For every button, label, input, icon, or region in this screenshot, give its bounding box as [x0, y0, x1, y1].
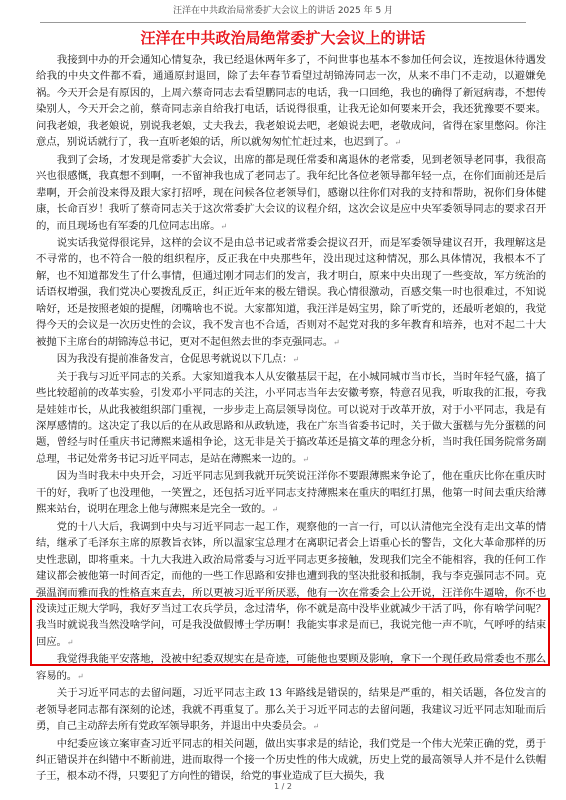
paragraph-mark-icon: ↵	[220, 221, 227, 231]
paragraph-mark-icon: ↵	[292, 355, 299, 365]
paragraph: 因为我没有提前准备发言，仓促思考就说以下几点：↵	[56, 353, 299, 366]
paragraph: 说实话我觉得很诧异，这样的会议不是由总书记或者常委会提议召开，而是军委领导建议召开，我理解这是不寻常的，也不符合一般的组织程序，反正我在中央那些年，没出现过这种情况，那么具体情况，我根本不了解，也不知道都发生了什么事情，但通过刚才同志们的发言，我才明白，原来中央出现了一些变故，军方统治的话语权增强，我们党决心要拨乱反正，纠正近年来的极左错误。我心情很激动，百感交集一时也很难过，不知说啥好，还是按照老娘的提醒，闭嘴啥也不说。大家都知道，我汪洋是妈宝男，除了听党的，还最听老娘的，我觉得今天的会议是一次历史性的会议，我不发言也不合适，否则对不起党对我的多年教育和培养，也对不起二十大被抛下主席台的胡锦涛总书记，更对不起但然去世的李克强同志。↵	[36, 236, 546, 348]
document-body	[36, 52, 546, 785]
paragraph-mark-icon: ↵	[394, 138, 401, 148]
header-divider	[40, 22, 526, 23]
paragraph-mark-icon: ↵	[302, 454, 309, 464]
paragraph-mark-icon: ↵	[312, 722, 320, 732]
paragraph: 我到了会场，才发现是常委扩大会议，出席的都是现任常委和离退休的老常委，见到老领导老同事，我很高兴也很感慨，我真想不到啊，一不留神我也成了老同志了。我年纪比各位老领导都年轻一点，在你们面前还是后辈啊，开会前没来得及跟大家打招呼，现在问候各位老领导们，感谢以往你们对我的支持和帮助，祝你们身体健康，长命百岁！我听了蔡奇同志关于这次常委扩大会议的议程介绍，这次会议是应中央军委领导同志的要求召开的，而且现场也有军委的几位同志出席。↵	[36, 153, 546, 232]
paragraph-mark-icon: ↵	[66, 637, 74, 647]
paragraph-mark-icon: ↵	[271, 505, 279, 515]
page-number: 1 / 2	[274, 782, 292, 791]
paragraph-mark-icon: ↵	[332, 337, 340, 347]
paragraph: 党的十八大后，我调到中央与习近平同志一起工作，观察他的一言一行，可以认清他完全没有走出文革的情结，继承了毛泽东主席的原教旨衣钵，所以温家宝总理才在离职记者会上语重心长的警告，文化大革命那样的历史性悲剧，即将重来。十九大我进入政治局常委与习近平同志更多接触，发现我们完全不能相容，我的任何工作建议都会被他第一时间否定，而他的一些工作思路和安排也遭到我的坚决批驳和抵制，我与李克强同志不同。克强温润而雅而我的性格直来直去，所以更被习近平所厌恶，他有一次在常委会上公开说，汪洋你牛逼啥，你不也没读过正规大学吗，我好歹当过工农兵学员，念过清华，你不就是高中没毕业就减少干活了吗，你有啥学问呢？我当时就说我当然没啥学问，可是我没做假博士学历啊！我能实事求是而已，我说完他一声不吭，气呼呼的结束回应。↵	[36, 520, 546, 648]
paragraph: 我接到中办的开会通知心情复杂，我已经退休两年多了，不问世事也基本不参加任何会议，连按退休待遇发给我的中央文件都不看，通通原封退回，除了去年春节看望过胡锦涛同志一次，从来不串门不走动，以避嫌免祸。今天开会是有原因的，上周六蔡奇同志去看望鹏同志的电话，我一口回绝，我也的确得了新冠病毒，不想传染别人，今天开会之前，蔡奇同志亲自给我打电话，话说得很重，让我无论如何要来开会，我还犹豫要不要来。问我老娘，我老娘说，别说我老娘，丈夫我去，我老娘说去吧，老娘说去吧，老敬成问，省得在家里憋闷。你注意点，别说话就行了，我一直听老娘的话，所以就匆匆忙忙赶过来，也迟到了。↵	[36, 54, 546, 149]
paragraph-mark-icon: ↵	[76, 671, 84, 681]
paragraph: 关于习近平同志的去留问题，习近平同志主政 13 年路线是错误的，结果是严重的，相关话题，各位发言的老领导老同志都有深刻的论述，我就不再重复了。那么关于习近平同志的去留问题，我建议习近平同志知耻而后勇，自己主动辞去所有党政军领导职务，并退出中央委员会。↵	[36, 687, 546, 733]
paragraph: 关于我与习近平同志的关系。大家知道我本人从安徽基层干起，在小城同城市当市长，当时年轻气盛，搞了些比较超前的改革实验，引发邓小平同志的关注，小平同志当年去安徽考察，特意召见我，听取我的汇报，夸我是娃娃市长，从此我被组织部门重视，一步步走上高层领导岗位。可以说对于改革开放，对于小平同志，我是有深厚感情的。这决定了我以后的在从政思路和从政轨迹，我在广东当省委书记时，关于做大蛋糕与先分蛋糕的问题，曾经与时任重庆书记薄熙来遥相争论，这无非是关于搞改革还是搞文革的理念分析，当时我任国务院常务副总理，书记处常务书记习近平同志，是站在薄熙来一边的。↵	[36, 370, 546, 465]
paragraph: 我觉得我能平安落地，没被中纪委双规实在是奇迹，可能他也要顾及影响，拿下一个现任政局常委也不那么容易的。↵	[36, 653, 546, 682]
page-header: 汪洋在中共政治局常委扩大会议上的讲话 2025 年 5 月	[172, 6, 394, 16]
document-title: 汪洋在中共政治局绝常委扩大会议上的讲话	[140, 29, 426, 47]
paragraph: 中纪委应该立案审查习近平同志的相关问题，做出实事求是的结论，我们党是一个伟大光荣正确的党，勇于纠正错误并在纠错中不断前进，进而取得一个接一个历史性的伟大成就，历史上党的最高领导人并不是什么铁帽子王，根本动不得，只要犯了方向性的错误，给党的事业造成了巨大损失，我	[36, 737, 546, 783]
paragraph: 因为当时我未中央开会，习近平同志见到我就开玩笑说汪洋你不要跟薄熙来争论了，他在重庆比你在重庆时干的好，我听了也没理他，一笑置之，还包括习近平同志支持薄熙来在重庆的唱红打黑，他第一时间去重庆给薄熙来站台，说明在理念上他与薄熙来是完全一致的。↵	[36, 470, 546, 516]
